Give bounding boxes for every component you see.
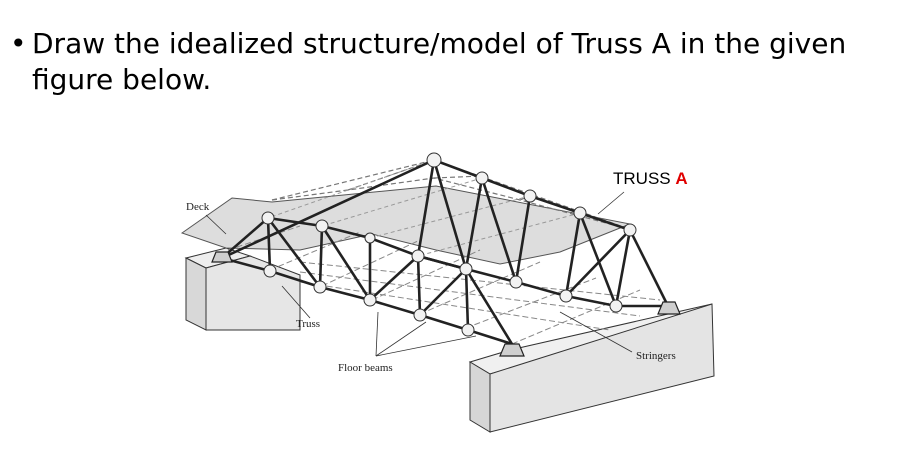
- bullet-icon: •: [10, 27, 27, 60]
- truss-letter: A: [675, 169, 688, 188]
- right-abutment: [470, 304, 714, 432]
- truss-word: TRUSS: [613, 169, 671, 188]
- deck-label: Deck: [186, 201, 210, 213]
- left-abutment: [186, 248, 300, 330]
- instruction-text: Draw the idealized structure/model of Truss A in the given figure below.: [32, 27, 847, 96]
- truss-a-callout: [613, 169, 688, 189]
- floor-beams-label: Floor beams: [338, 362, 393, 374]
- stringers-label: Stringers: [636, 350, 676, 362]
- truss-label: Truss: [296, 318, 321, 330]
